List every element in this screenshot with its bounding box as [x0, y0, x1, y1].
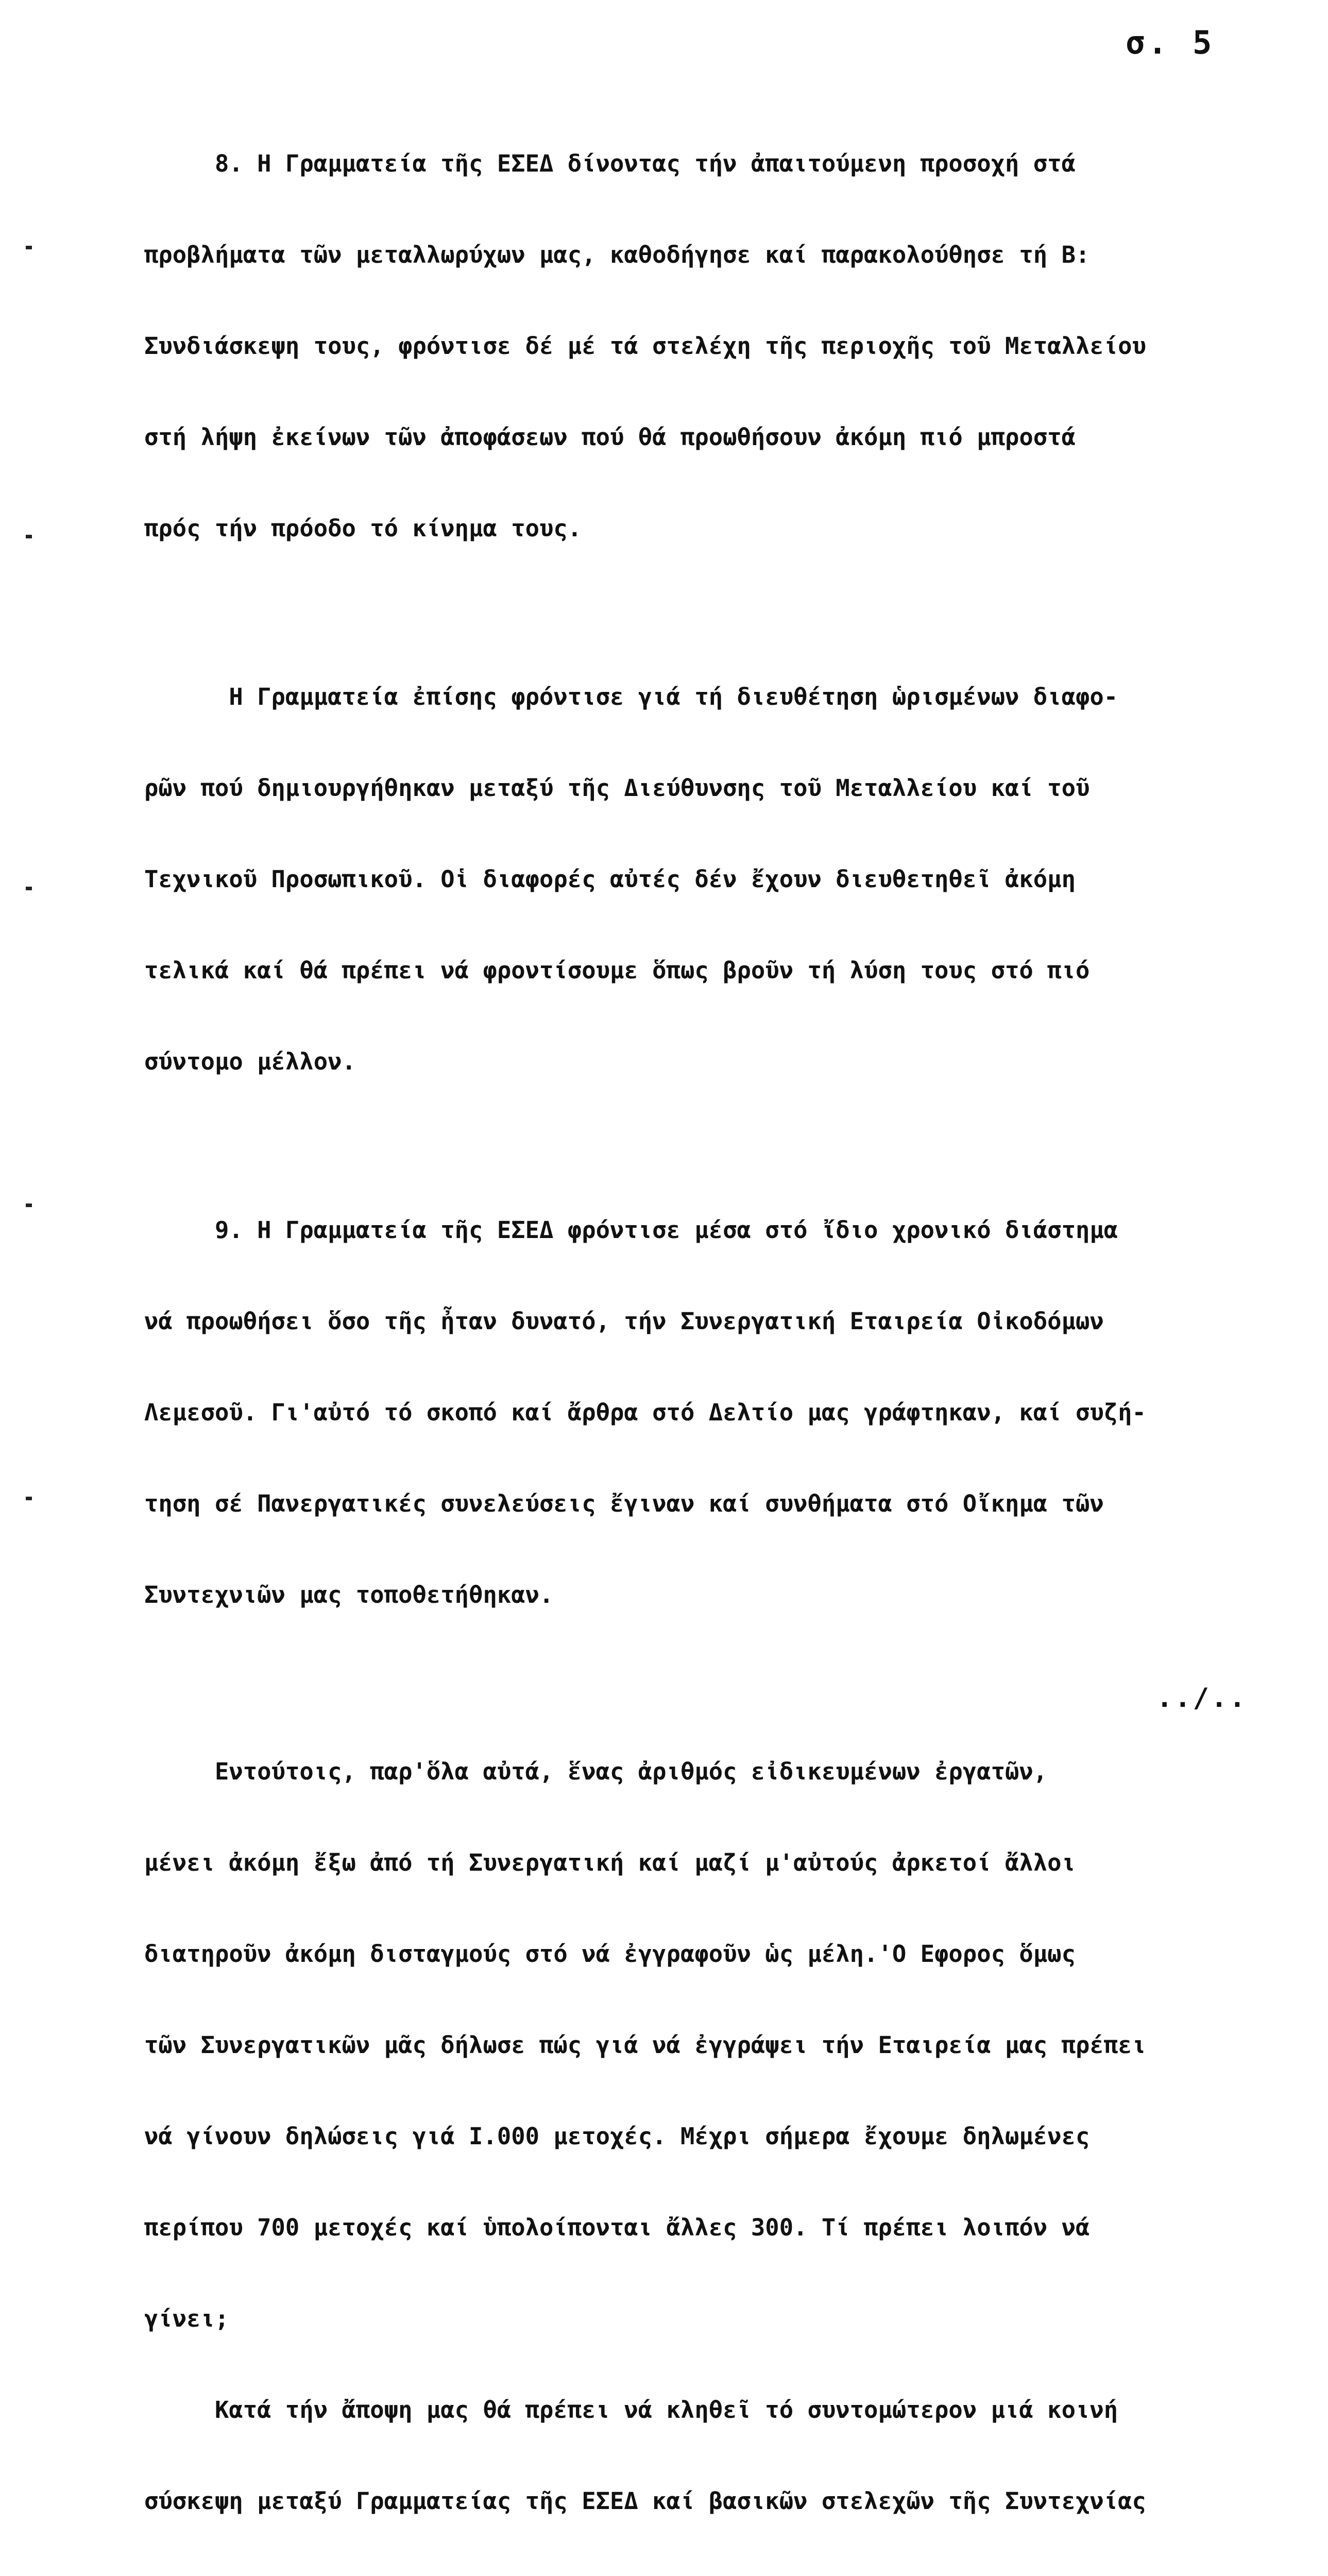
text-line: ρῶν πού δημιουργήθηκαν μεταξύ τῆς Διεύθυνσης τοῦ Μεταλλείου καί τοῦ — [144, 774, 1090, 802]
text-line: νά γίνουν δηλώσεις γιά Ι.000 μετοχές. Μέχρι σήμερα ἔχουμε δηλωμένες — [144, 2123, 1090, 2150]
paragraph-8-continued — [144, 621, 1267, 1138]
text-line: Λεμεσοῦ. Γι'αὐτό τό σκοπό καί ἄρθρα στό Δελτίο μας γράφτηκαν, καί συζή- — [144, 1399, 1146, 1426]
text-line: τῶν Συνεργατικῶν μᾶς δήλωσε πώς γιά νά ἐγγράψει τήν Εταιρεία μας πρέπει — [144, 2031, 1146, 2059]
text-line: περίπου 700 μετοχές καί ὑπολοίπονται ἄλλες 300. Τί πρέπει λοιπόν νά — [144, 2214, 1090, 2241]
text-line: γίνει; — [144, 2305, 229, 2332]
text-line: νά προωθήσει ὅσο τῆς ἦταν δυνατό, τήν Συνεργατική Εταιρεία Οἰκοδόμων — [144, 1308, 1104, 1335]
text-line: 8. Η Γραμματεία τῆς ΕΣΕΔ δίνοντας τήν ἀπαιτούμενη προσοχή στά — [144, 150, 1076, 177]
continuation-mark: ../.. — [1156, 1683, 1248, 1714]
text-line: μένει ἀκόμη ἔξω ἀπό τή Συνεργατική καί μαζί μ'αὐτούς ἀρκετοί ἄλλοι — [144, 1849, 1076, 1876]
text-line: σύσκεψη μεταξύ Γραμματείας τῆς ΕΣΕΔ καί βασικῶν στελεχῶν τῆς Συντεχνίας — [144, 2487, 1146, 2515]
margin-mark — [26, 887, 32, 890]
margin-mark — [26, 246, 32, 249]
page-number: σ. 5 — [1126, 24, 1215, 61]
text-line: Η Γραμματεία ἐπίσης φρόντισε γιά τή διευθέτηση ὡρισμένων διαφο- — [144, 683, 1118, 710]
document-body — [144, 88, 1267, 2576]
text-line: 9. Η Γραμματεία τῆς ΕΣΕΔ φρόντισε μέσα στό ἴδιο χρονικό διάστημα — [144, 1216, 1118, 1244]
text-line: τελικά καί θά πρέπει νά φροντίσουμε ὅπως βροῦν τή λύση τους στό πιό — [144, 957, 1090, 984]
paragraph-9-continued — [144, 1696, 1267, 2576]
paragraph-8 — [144, 88, 1267, 604]
text-line: στή λήψη ἐκείνων τῶν ἀποφάσεων πού θά προωθήσουν ἀκόμη πιό μπροστά — [144, 423, 1076, 451]
margin-mark — [26, 535, 32, 538]
text-line: Τεχνικοῦ Προσωπικοῦ. Οἱ διαφορές αὐτές δέν ἔχουν διευθετηθεῖ ἀκόμη — [144, 866, 1076, 893]
paragraph-gap — [144, 1671, 1267, 1696]
paragraph-9 — [144, 1154, 1267, 1671]
text-line: τηση σέ Πανεργατικές συνελεύσεις ἔγιναν καί συνθήματα στό Οἴκημα τῶν — [144, 1490, 1104, 1517]
margin-mark — [26, 1204, 32, 1207]
paragraph-gap — [144, 1138, 1267, 1154]
paragraph-gap — [144, 604, 1267, 621]
text-line: Συνδιάσκεψη τους, φρόντισε δέ μέ τά στελέχη τῆς περιοχῆς τοῦ Μεταλλείου — [144, 332, 1146, 360]
text-line: προβλήματα τῶν μεταλλωρύχων μας, καθοδήγησε καί παρακολούθησε τή Β: — [144, 241, 1090, 268]
text-line: Κατά τήν ἄποψη μας θά πρέπει νά κληθεῖ τό συντομώτερον μιά κοινή — [144, 2396, 1118, 2424]
text-line: πρός τήν πρόοδο τό κίνημα τους. — [144, 515, 582, 542]
text-line: διατηροῦν ἀκόμη δισταγμούς στό νά ἐγγραφοῦν ὡς μέλη.'Ο Εφορος ὅμως — [144, 1940, 1076, 1968]
margin-mark — [26, 1497, 32, 1500]
text-line: Συντεχνιῶν μας τοποθετήθηκαν. — [144, 1581, 554, 1608]
text-line: Εντούτοις, παρ'ὅλα αὐτά, ἕνας ἀριθμός εἰδικευμένων ἐργατῶν, — [144, 1758, 1048, 1785]
text-line: σύντομο μέλλον. — [144, 1048, 356, 1075]
